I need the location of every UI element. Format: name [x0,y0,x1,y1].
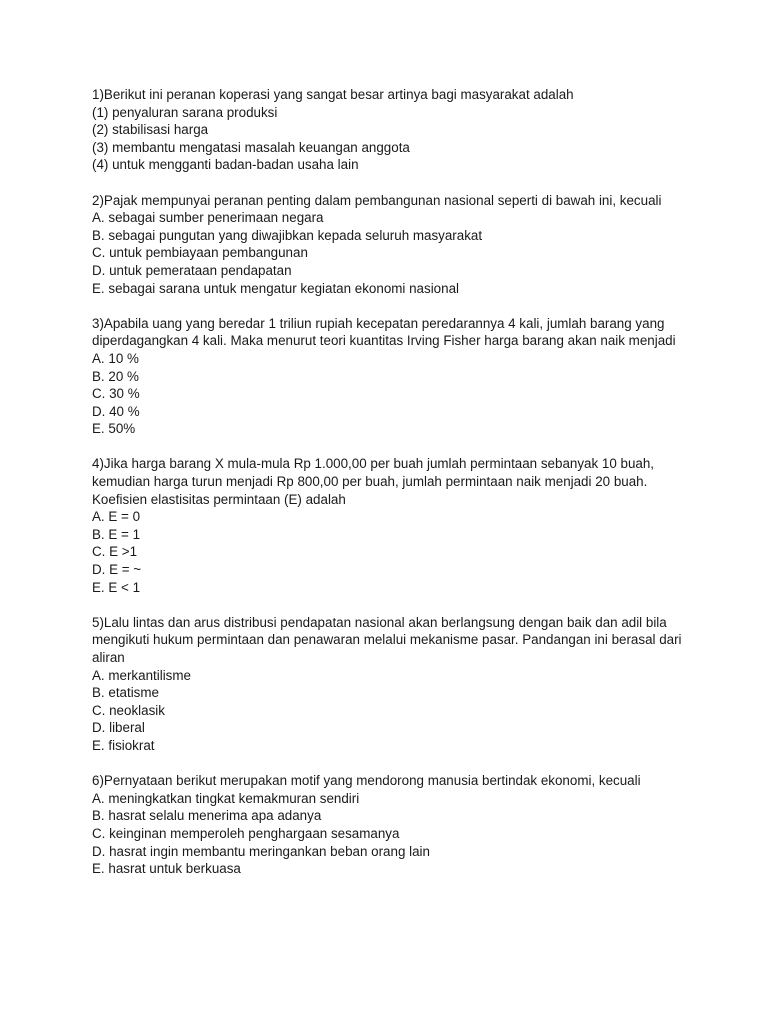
answer-option: E. E < 1 [92,579,141,595]
answer-option: D. 40 % [92,403,140,419]
answer-option: (3) membantu mengatasi masalah keuangan anggota [92,139,410,155]
question-5 [92,614,682,755]
answer-option: E. 50% [92,421,136,437]
answer-option: A. meningkatkan tingkat kemakmuran sendiri [92,790,360,806]
answer-option: (4) untuk mengganti badan-badan usaha lain [92,157,359,173]
answer-option: D. hasrat ingin membantu meringankan beban orang lain [92,843,430,859]
answer-option: A. sebagai sumber penerimaan negara [92,210,324,226]
answer-option: C. 30 % [92,386,140,402]
answer-option: B. 20 % [92,368,139,384]
question-6 [92,772,682,878]
question-3 [92,315,682,438]
answer-option: D. untuk pemerataan pendapatan [92,262,292,278]
question-stem: 1)Berikut ini peranan koperasi yang sangat besar artinya bagi masyarakat adalah [92,87,574,102]
answer-option: D. liberal [92,720,145,736]
question-stem: 6)Pernyataan berikut merupakan motif yang mendorong manusia bertindak ekonomi, kecuali [92,773,641,789]
answer-option: C. keinginan memperoleh penghargaan sesamanya [92,825,400,841]
question-2 [92,192,682,298]
answer-option: C. E >1 [92,544,138,560]
answer-option: A. E = 0 [92,509,141,525]
answer-option: C. neoklasik [92,702,165,718]
answer-option: C. untuk pembiayaan pembangunan [92,245,308,261]
question-stem: 3)Apabila uang yang beredar 1 triliun rupiah kecepatan peredarannya 4 kali, jumlah barang yang diperdagangkan 4 kali. Maka menurut teori kuantitas Irving Fisher harga barang akan naik menjadi [92,315,676,349]
answer-option: B. sebagai pungutan yang diwajibkan kepada seluruh masyarakat [92,227,483,243]
answer-option: A. 10 % [92,350,139,366]
question-1 [92,86,682,174]
question-stem: 5)Lalu lintas dan arus distribusi pendapatan nasional akan berlangsung dengan baik dan adil bila mengikuti hukum permintaan dan penawaran melalui mekanisme pasar. Pandangan ini berasal dari aliran [92,614,682,665]
answer-option: E. sebagai sarana untuk mengatur kegiatan ekonomi nasional [92,280,459,296]
answer-option: A. merkantilisme [92,667,191,683]
answer-option: B. hasrat selalu menerima apa adanya [92,808,322,824]
answer-option: (2) stabilisasi harga [92,122,209,138]
question-list [92,86,682,895]
question-stem: 4)Jika harga barang X mula-mula Rp 1.000,00 per buah jumlah permintaan sebanyak 10 buah, kemudian harga turun menjadi Rp 800,00 per buah, jumlah permintaan naik menjadi 20 buah. Koefisien elastisitas permintaan (E) adalah [92,456,655,507]
answer-option: B. E = 1 [92,526,141,542]
question-4 [92,455,682,596]
answer-option: D. E = ~ [92,562,142,578]
question-stem: 2)Pajak mempunyai peranan penting dalam pembangunan nasional seperti di bawah ini, kecuali [92,192,662,208]
answer-option: B. etatisme [92,685,159,701]
answer-option: E. fisiokrat [92,737,155,753]
answer-option: E. hasrat untuk berkuasa [92,861,241,877]
answer-option: (1) penyaluran sarana produksi [92,104,278,120]
